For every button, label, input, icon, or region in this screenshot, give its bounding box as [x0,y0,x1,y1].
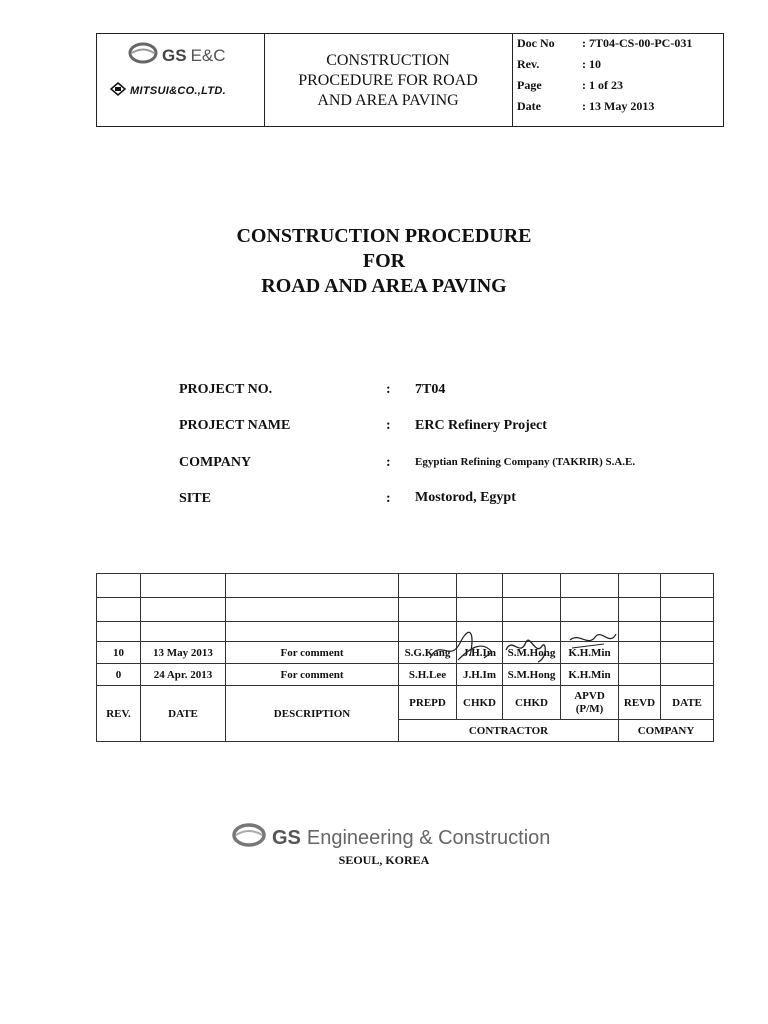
gs-engineering-logo [232,822,550,854]
apvd-cell: K.H.Min [561,664,619,686]
chkd2-cell: S.M.Hong [503,642,561,664]
desc-cell: For comment [226,642,399,664]
meta-value-date: : 13 May 2013 [582,99,655,113]
logo-mitsui-text: MITSUI&CO.,LTD. [130,85,226,97]
main-title-line: CONSTRUCTION PROCEDURE [236,225,532,247]
project-no-sep: : [386,382,391,397]
company-sep: : [386,455,391,470]
meta-label-docno: Doc No [517,36,555,50]
header-revd: REVD [619,686,661,720]
chkd1-cell: J.H.Im [457,664,503,686]
header-company-date: DATE [661,686,714,720]
date-cell: 13 May 2013 [141,642,226,664]
rev-cell: 0 [97,664,141,686]
project-name-label: PROJECT NAME [179,418,291,433]
desc-cell: For comment [226,664,399,686]
meta-value-docno: : 7T04-CS-00-PC-031 [582,36,693,50]
chkd2-cell: S.M.Hong [503,664,561,686]
table-row [97,574,714,598]
company-value: Egyptian Refining Company (TAKRIR) S.A.E. [415,456,636,468]
signature-scribbles [420,628,630,668]
gs-swirl-icon [128,42,158,69]
footer-city: SEOUL, KOREA [338,853,430,867]
company-label: COMPANY [179,455,252,470]
footer-logo-gs-text: GS [272,826,301,849]
header-contractor: CONTRACTOR [399,720,619,742]
mitsui-logo [110,82,226,100]
rev-cell: 10 [97,642,141,664]
logo-enc-text: E&C [190,45,226,65]
meta-value-page: : 1 of 23 [582,78,623,92]
header-date: DATE [141,686,226,742]
gs-swirl-icon [232,822,266,854]
project-no-value: 7T04 [415,382,446,397]
apvd-cell: K.H.Min [561,642,619,664]
footer-logo-rest-text: Engineering & Construction [306,826,551,849]
prepd-cell: S.H.Lee [399,664,457,686]
main-title-line: FOR [362,250,406,272]
site-sep: : [386,491,391,506]
meta-label-date: Date [517,99,541,113]
site-value: Mostorod, Egypt [415,490,516,505]
project-name-sep: : [386,418,391,433]
header-prepd: PREPD [399,686,457,720]
main-title-line: ROAD AND AREA PAVING [261,275,507,297]
table-header-row [97,686,714,720]
header-company: COMPANY [619,720,714,742]
header-description: DESCRIPTION [226,686,399,742]
meta-value-rev: : 10 [582,57,601,71]
meta-label-page: Page [517,78,542,92]
header-chkd: CHKD [457,686,503,720]
logo-gs-text: GS [162,45,187,65]
header-rev: REV. [97,686,141,742]
header-title-line: CONSTRUCTION [326,52,450,69]
meta-label-rev: Rev. [517,57,540,71]
prepd-cell: S.G.Kang [399,642,457,664]
gs-enc-logo [128,42,226,69]
header-title-line: PROCEDURE FOR ROAD [298,72,478,89]
date-cell: 24 Apr. 2013 [141,664,226,686]
header-apvd: APVD (P/M) [561,686,619,720]
header-title [268,51,508,111]
chkd1-cell: J.H.Im [457,642,503,664]
site-label: SITE [179,491,211,506]
table-row [97,598,714,622]
header-title-line: AND AREA PAVING [317,92,459,109]
header-chkd: CHKD [503,686,561,720]
project-name-value: ERC Refinery Project [415,418,547,433]
mitsui-diamond-icon [110,82,126,100]
project-no-label: PROJECT NO. [179,382,273,397]
